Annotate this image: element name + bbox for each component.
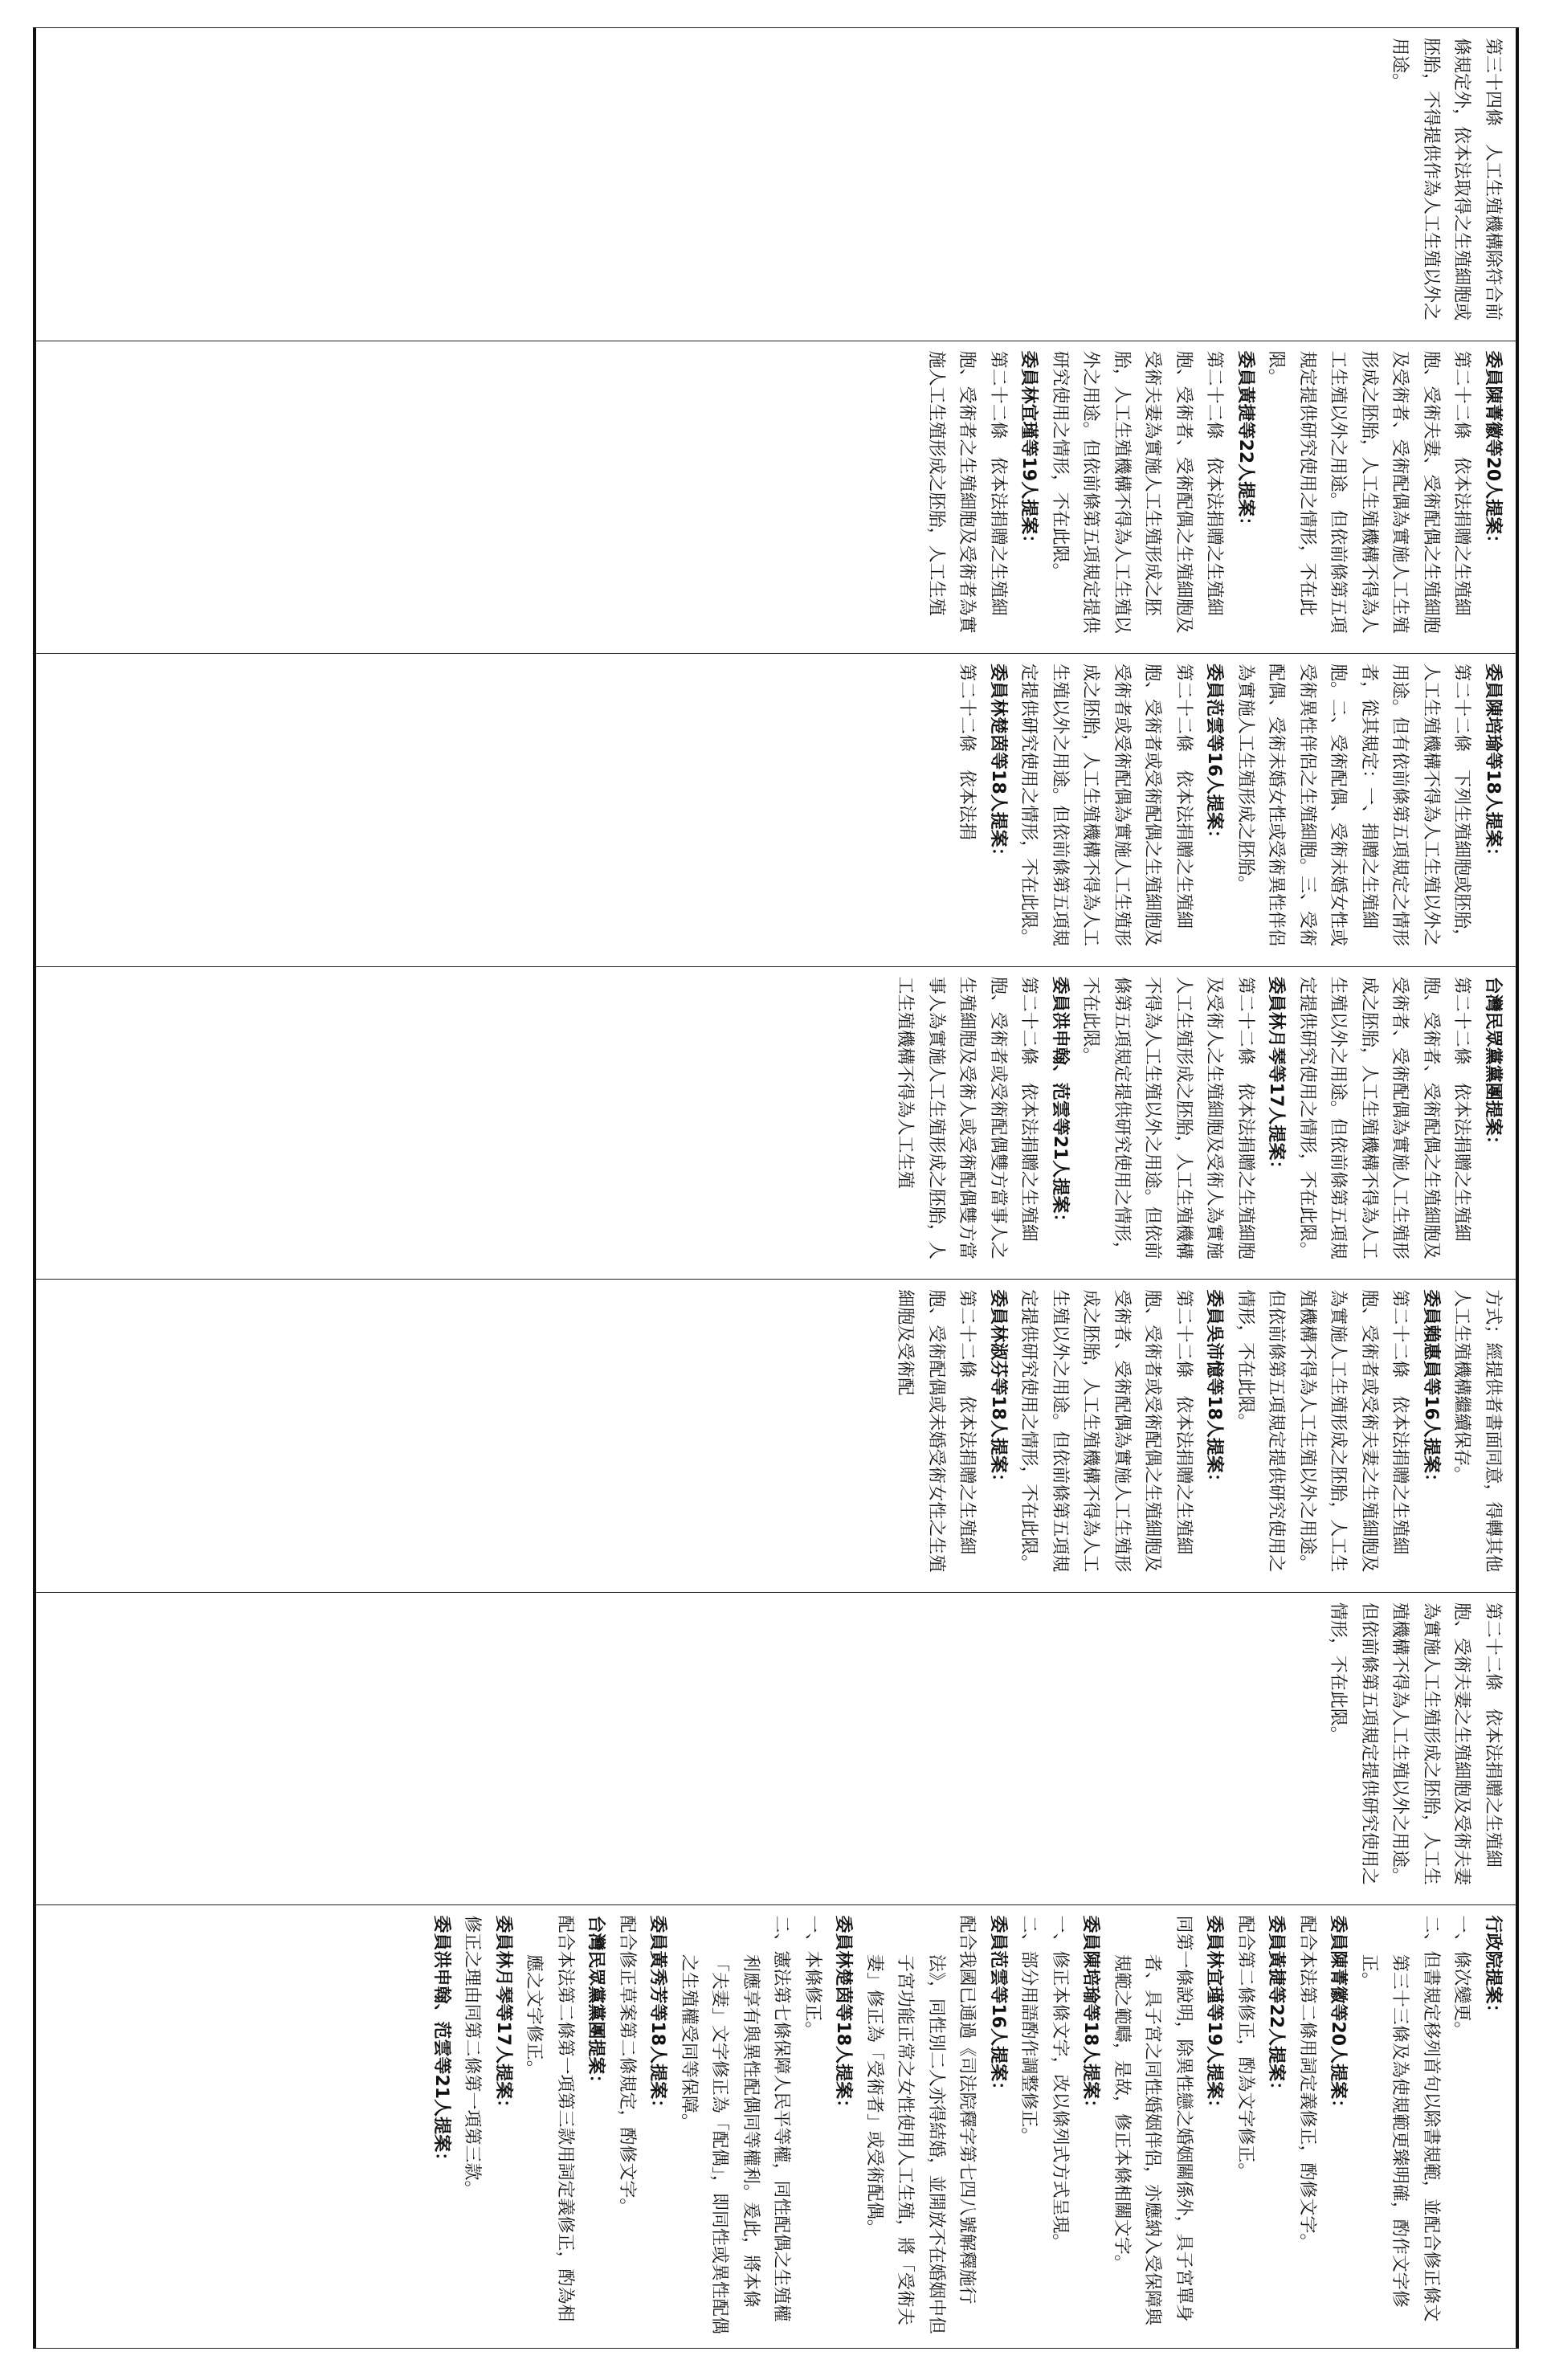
col-proposals-b bbox=[35, 654, 1517, 967]
explanation-heading: 台灣民眾黨黨團提案： bbox=[586, 1915, 606, 2092]
proposal-heading: 委員黃捷等22人提案： bbox=[1235, 350, 1255, 535]
proposal-heading: 委員林楚茵等18人提案： bbox=[988, 663, 1008, 865]
explanation-heading: 委員林宜瑾等19人提案： bbox=[1204, 1915, 1225, 2117]
proposal-body: 第二十二條 依本法捐贈之生殖細胞、受術者、受術配偶之生殖細胞及受術夫妻為實施人工生殖形成之胚胎，人工生殖機構不得為人工生殖以外之用途。但依前條第五項規定提供研究使用之情形，不在此限。 bbox=[1050, 350, 1225, 634]
explanation-line: 修正之理由同第二條第一項第三款。 bbox=[462, 1915, 483, 2198]
explanation-heading: 委員林月琴等17人提案： bbox=[493, 1915, 513, 2117]
explanation-heading: 委員黃秀芳等18人提案： bbox=[647, 1915, 668, 2117]
proposal-heading: 委員陳培瑜等18人提案： bbox=[1483, 663, 1503, 865]
col-proposals-a bbox=[35, 341, 1517, 654]
proposal-body: 第二十二條 依本法捐贈之生殖細胞及受術人之生殖細胞及受術人為實施人工生殖形成之胚胎，人工生殖機構不得為人工生殖以外之用途。但依前條第五項規定提供研究使用之情形，不在此限。 bbox=[1080, 976, 1255, 1259]
col-article-34: 第三十四條 人工生殖機構除符合前條規定外，依本法取得之生殖細胞或胚胎，不得提供作為人工生殖以外之用途。 bbox=[35, 28, 1517, 341]
explanation-line: 一、本條修正。 bbox=[802, 1915, 822, 2039]
col-proposals-d bbox=[35, 1280, 1517, 1593]
rotated-comparison-table bbox=[16, 0, 1535, 2380]
document-page bbox=[16, 0, 1535, 2380]
proposal-body: 第二十二條 依本法捐贈之生殖細胞、受術者或受術配偶雙方當事人之生殖細胞及受術人或受術配偶雙方當事人為實施人工生殖形成之胚胎，人工生殖機構不得為人工生殖 bbox=[895, 976, 1039, 1259]
proposal-body: 第二十二條 依本法捐贈之生殖細胞、受術者之生殖細胞及受術者為實施人工生殖形成之胚胎，人工生殖 bbox=[926, 350, 1008, 634]
proposal-body: 第二十二條 依本法捐贈之生殖細胞、受術者、受術配偶之生殖細胞及受術者、受術配偶為實施人工生殖形成之胚胎，人工生殖機構不得為人工生殖以外之用途。但依前條第五項規定提供研究使用之情形，不在此限。 bbox=[1297, 976, 1472, 1259]
proposal-body: 第二十二條 下列生殖細胞或胚胎，人工生殖機構不得為人工生殖以外之用途。但有依前條第五項規定之情形者，從其規定：一、捐贈之生殖細胞。二、受術配偶、受術未婚女性或受術異性伴侶之生殖細胞。三、受術配偶、受術未婚女性或受術異性伴侶為實施人工生殖形成之胚胎。 bbox=[1235, 663, 1472, 947]
explanation-heading: 委員陳菁徽等20人提案： bbox=[1328, 1915, 1349, 2117]
proposal-body: 方式；經提供者書面同意，得轉其他人工生殖機構繼續保存。 bbox=[1451, 1289, 1503, 1573]
proposal-body: 第二十二條 依本法捐贈之生殖細胞、受術者或受術夫妻之生殖細胞及為實施人工生殖形成之胚胎，人工生殖機構不得為人工生殖以外之用途。但依前條第五項規定提供研究使用之情形，不在此限。 bbox=[1235, 1289, 1410, 1573]
proposal-heading: 委員洪申翰、范雲等21人提案： bbox=[1050, 976, 1070, 1231]
explanation-line: 配合本法第二條用詞定義修正，酌修文字。 bbox=[1297, 1915, 1317, 2251]
explanation-heading: 委員范雲等16人提案： bbox=[988, 1915, 1008, 2100]
explanation-heading: 委員林楚茵等18人提案： bbox=[833, 1915, 854, 2117]
proposal-heading: 委員林宜瑾等19人提案： bbox=[1018, 350, 1039, 553]
proposal-heading: 台灣民眾黨黨團提案： bbox=[1483, 976, 1503, 1153]
explanation-line: 二、憲法第七條保障人民平等權，同性配偶之生殖權利應享有與異性配偶同等權利。爰此，將本條「夫妻」文字修正為「配偶」，即同性或異性配偶之生殖權受同等保障。 bbox=[679, 1915, 792, 2334]
proposal-heading: 委員賴惠員等16人提案： bbox=[1421, 1289, 1441, 1491]
col-explanation bbox=[35, 1905, 1517, 2349]
explanation-line: 配合我國已通過《司法院釋字第七四八號解釋施行法》，同性別二人亦得結婚，並開放不在婚姻中但子宮功能正常之女性使用人工生殖，將「受術夫妻」修正為「受術者」或受術配偶。 bbox=[864, 1915, 978, 2334]
table-row bbox=[35, 28, 1517, 2349]
proposal-body: 第二十二條 依本法捐贈之生殖細胞、受術夫妻、受術配偶之生殖細胞及受術者、受術配偶為實施人工生殖形成之胚胎，人工生殖機構不得為人工生殖以外之用途。但依前條第五項規定提供研究使用之情形，不在此限。 bbox=[1266, 350, 1472, 634]
proposal-heading: 委員林淑芬等18人提案： bbox=[988, 1289, 1008, 1491]
explanation-line: 配合第二條修正，酌為文字修正。 bbox=[1235, 1915, 1255, 2181]
explanation-line: 二、但書規定移列首句以除書規範，並配合修正條文第三十三條及為使規範更臻明確，酌作文字修正。 bbox=[1359, 1915, 1441, 2322]
proposal-heading: 委員陳菁徽等20人提案： bbox=[1483, 350, 1503, 553]
explanation-line: 一、條次變更。 bbox=[1451, 1915, 1472, 2039]
proposal-body: 第二十二條 依本法捐贈之生殖細胞、受術者或受術配偶之生殖細胞及受術者或受術配偶為實施人工生殖形成之胚胎，人工生殖機構不得為人工生殖以外之用途。但依前條第五項規定提供研究使用之情形，不在此限。 bbox=[1018, 663, 1194, 947]
explanation-line: 一、修正本條文字，改以條列式方式呈現。 bbox=[1050, 1915, 1070, 2251]
proposal-heading: 委員吳沛憶等18人提案： bbox=[1204, 1289, 1225, 1491]
explanation-line: 配合本法第二條第一項第三款用詞定義修正，酌為相應之文字修正。 bbox=[524, 1915, 575, 2322]
col-current-law: 第二十二條 依本法捐贈之生殖細胞、受術夫妻之生殖細胞及受術夫妻為實施人工生殖形成之胚胎，人工生殖機構不得為人工生殖以外之用途。但依前條第五項規定提供研究使用之情形，不在此限。 bbox=[35, 1592, 1517, 1905]
comparison-table bbox=[33, 27, 1519, 2349]
explanation-line: 配合修正草案第二條規定，酌修文字。 bbox=[617, 1915, 637, 2216]
explanation-line: 二、部分用語酌作調整修正。 bbox=[1018, 1915, 1039, 2145]
explanation-line: 同第一條說明，除異性戀之婚姻關係外，具子宮單身者、具子宮之同性婚姻伴侶，亦應納入受保障與規範之範疇，是故，修正本條相關文字。 bbox=[1112, 1915, 1194, 2325]
proposal-heading: 委員范雲等16人提案： bbox=[1204, 663, 1225, 847]
explanation-heading: 行政院提案： bbox=[1483, 1915, 1503, 2022]
explanation-heading: 委員洪申翰、范雲等21人提案： bbox=[431, 1915, 451, 2170]
proposal-body: 第二十二條 依本法捐 bbox=[957, 663, 978, 841]
proposal-heading: 委員林月琴等17人提案： bbox=[1266, 976, 1287, 1178]
proposal-body: 第二十二條 依本法捐贈之生殖細胞、受術者或受術配偶之生殖細胞及受術者、受術配偶為實施人工生殖形成之胚胎，人工生殖機構不得為人工生殖以外之用途。但依前條第五項規定提供研究使用之情形，不在此限。 bbox=[1018, 1289, 1194, 1573]
explanation-heading: 委員黃捷等22人提案： bbox=[1266, 1915, 1287, 2100]
explanation-heading: 委員陳培瑜等18人提案： bbox=[1080, 1915, 1101, 2117]
proposal-body: 第二十二條 依本法捐贈之生殖細胞、受術配偶或未婚受術女性之生殖細胞及受術配 bbox=[895, 1289, 978, 1573]
col-proposals-c bbox=[35, 966, 1517, 1280]
